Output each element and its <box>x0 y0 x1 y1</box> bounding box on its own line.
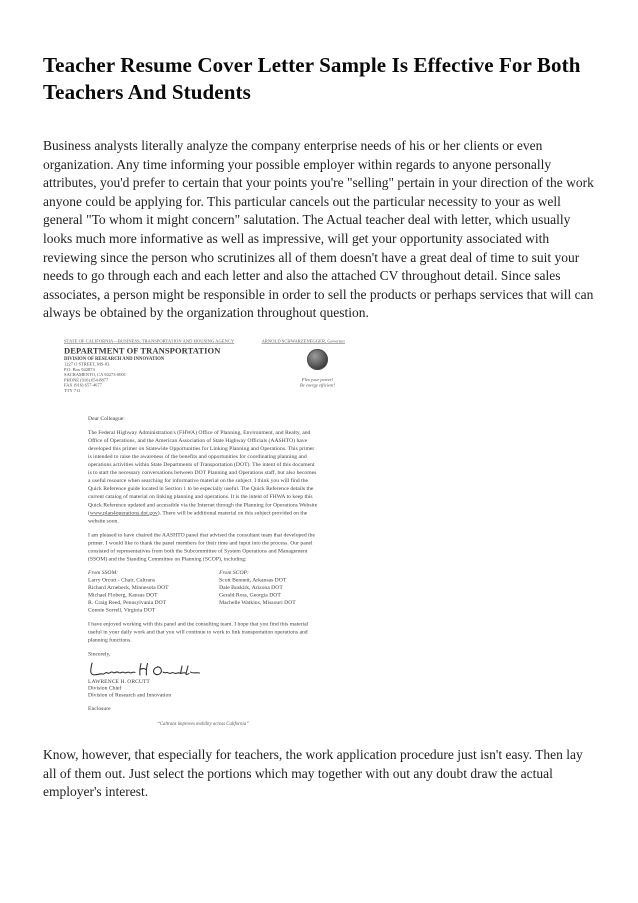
signature-stroke-icon <box>88 660 208 678</box>
panel-member: R. Craig Reed, Pennsylvania DOT <box>88 599 167 606</box>
cover-letter-scan-image <box>62 336 349 730</box>
panel-member-columns <box>88 569 318 614</box>
tagline-line: Flex your power! <box>301 376 334 382</box>
letter-paragraph-1 <box>88 428 318 525</box>
panel-member: Connie Sorrell, Virginia DOT <box>88 607 156 614</box>
letter-paragraph-2: I am pleased to have chaired the AASHTO panel that advised the consultant team that developed the primer. I would like to thank the panel members for their time and input into the process. Our panel consisted of representatives from both the Subcommittee of System Operations and Management (SSOM) and the Standing Committee on Planning (SCOP), including: <box>88 531 316 562</box>
letter-document <box>62 336 349 730</box>
panel-member: Michael Floberg, Kansas DOT <box>88 592 158 599</box>
letter-agency-line: STATE OF CALIFORNIA—BUSINESS, TRANSPORTATION AND HOUSING AGENCY <box>64 338 235 344</box>
panel-member: Richard Arnebeck, Minnesota DOT <box>88 584 169 591</box>
ssom-column <box>88 569 219 614</box>
letter-address-line: 1227 O STREET, MS-83 <box>64 361 110 367</box>
letter-salutation: Dear Colleague: <box>88 415 125 422</box>
letter-paragraph-1-end: ). There will be additional material on this subject provided on the website soon. <box>88 509 308 524</box>
signature-block <box>88 678 318 698</box>
letter-address-line: PHONE (916) 654-8877 <box>64 377 109 383</box>
ssom-heading: From SSOM: <box>88 569 119 576</box>
letterhead-top-row <box>64 338 345 343</box>
panel-member: Scott Bennett, Arkansas DOT <box>219 577 287 584</box>
caltrans-seal-icon <box>307 349 328 370</box>
letter-address-line: P.O. Box 942873 <box>64 366 95 372</box>
letter-paragraph-1-text: The Federal Highway Administration's (FHWA) Office of Planning, Environment, and Realty, and Office of Operations, and the American Association of State Highway Officials (AASHTO) have developed this primer on Statewide Opportunities for Linking Planning and Operations. This primer is intended to raise the awareness of the benefits and opportunities for coordinating planning and operations activities within State Departments of Transportation (DOT). The intent of this document is to start the necessary conversations between DOT Planning and Operations staff, but also becomes a useful resource when searching for informative material on the subject. I think you will find the Quick Reference guide located in Section 1 to be especially useful. The Quick Reference details the current catalog of material on linking planning and operations. It is the intent of FHWA to keep this Quick Reference updated and accessible via the Internet through the Planning for Operations Website ( <box>88 429 318 516</box>
letterhead-address-block <box>64 346 220 393</box>
panel-member: Dale Buskirk, Arizona DOT <box>219 584 283 591</box>
letter-division-name: DIVISION OF RESEARCH AND INNOVATION <box>64 356 165 362</box>
letter-closing: Sincerely, <box>88 651 111 658</box>
intro-paragraph: Business analysts literally analyze the company enterprise needs of his or her clients or even organization. Any time informing your possible employer within regards to anyone personally attributes, you'd prefer to certain that your points you're "selling" pertain in your direction of the work anyone could be applying for. This particular cancels out the particular necessity to your as well general "To whom it might concern" salutation. The Actual teacher deal with letter, which usually looks much more informative as well as impressive, will get your opportunity associated with reviewing since the person who scrutinizes all of them doesn't have a great deal of time to suit your needs to go through each and each letter and also the attached CV throughout detail. Since sales associates, a person might be responsible in order to sell the products or perhaps services that will can always be obtained by the organization throughout question. <box>43 138 594 321</box>
letter-address-line: FAX (916) 657-4677 <box>64 382 102 388</box>
scop-heading: From SCOP: <box>219 569 249 576</box>
panel-member: Larry Orcutt - Chair, Caltrans <box>88 577 156 584</box>
panel-member: Gerald Ross, Georgia DOT <box>219 592 281 599</box>
signer-title: Division Chief <box>88 685 122 691</box>
signer-name: LAWRENCE H. ORCUTT <box>88 678 150 685</box>
enclosure-note: Enclosure <box>88 705 111 712</box>
panel-member: Machelle Watkins, Missouri DOT <box>219 599 296 606</box>
page-title: Teacher Resume Cover Letter Sample Is Effective For Both Teachers And Students <box>43 53 581 104</box>
letter-address-lines <box>64 361 220 393</box>
outro-paragraph: Know, however, that especially for teachers, the work application procedure just isn't easy. Then lay all of them out. Just select the portions which may together with out any doubt draw the actual employer's interest. <box>43 746 583 800</box>
letter-governor-line: ARNOLD SCHWARZENEGGER, Governor <box>261 338 345 344</box>
tagline-line: Be energy efficient! <box>299 382 336 388</box>
letter-paragraph-3: I have enjoyed working with this panel and the consulting team. I hope that you find this material useful in your daily work and that you will continue to work to link transportation operations and planning functions. <box>88 621 309 644</box>
letter-address-line: SACRAMENTO, CA 94273-0001 <box>64 372 127 378</box>
letter-footer-quote: “Caltrans improves mobility across California” <box>157 721 249 727</box>
letterhead <box>64 346 345 393</box>
letter-address-line: TTY 711 <box>64 387 81 393</box>
energy-tagline <box>290 377 345 388</box>
handwritten-signature <box>88 660 318 678</box>
scop-column <box>219 569 318 614</box>
letterhead-seal-block <box>290 346 345 393</box>
letter-department-name: DEPARTMENT OF TRANSPORTATION <box>64 345 221 356</box>
letter-body <box>64 414 345 728</box>
letter-website-link: www.plan4operations.dot.gov <box>89 509 158 516</box>
signer-division: Division of Research and Innovation <box>88 691 172 698</box>
